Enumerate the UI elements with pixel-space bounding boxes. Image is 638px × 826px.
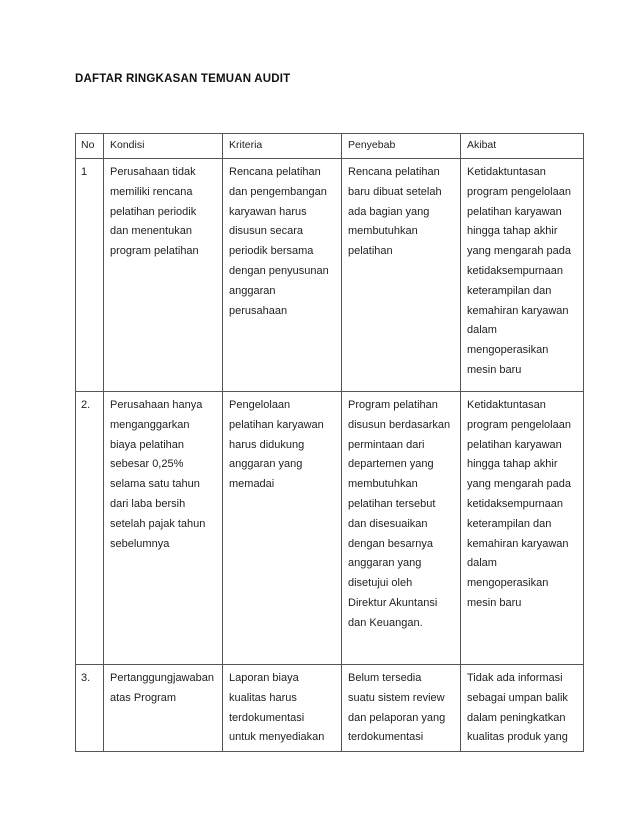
cell-text-line: harus didukung bbox=[229, 438, 305, 451]
cell-no: 3. bbox=[76, 665, 104, 752]
cell-text-line: pelatihan periodik bbox=[110, 205, 197, 218]
cell-text-line: sebelumnya bbox=[110, 537, 170, 550]
header-akibat: Akibat bbox=[461, 134, 584, 159]
cell-text-line: Perusahaan tidak bbox=[110, 166, 196, 178]
cell-text-line: program pengelolaan bbox=[467, 418, 571, 431]
cell-text-line: program pengelolaan bbox=[467, 185, 571, 198]
cell-text-line: ada bagian yang bbox=[348, 205, 430, 218]
cell-text-line: yang mengarah pada bbox=[467, 245, 571, 258]
cell-text-line: disusun berdasarkan bbox=[348, 418, 451, 431]
cell-text-line: kualitas produk yang bbox=[467, 731, 568, 744]
cell-text-line: kualitas harus bbox=[229, 691, 297, 704]
cell-text-line: memadai bbox=[229, 478, 275, 491]
cell-text-line: Pengelolaan bbox=[229, 399, 291, 411]
cell-text-line: suatu sistem review bbox=[348, 691, 445, 704]
cell-text-line: Laporan biaya bbox=[229, 672, 299, 684]
cell-text-line: keterampilan dan bbox=[467, 517, 552, 530]
cell-text-line: mengoperasikan bbox=[467, 577, 549, 590]
header-no: No bbox=[76, 134, 104, 159]
header-penyebab: Penyebab bbox=[342, 134, 461, 159]
audit-findings-table bbox=[75, 133, 584, 752]
cell-text-line: baru dibuat setelah bbox=[348, 185, 442, 198]
cell-text-line: selama satu tahun bbox=[110, 478, 200, 491]
cell-no: 1 bbox=[76, 159, 104, 392]
cell-text-line: dan pengembangan bbox=[229, 185, 327, 198]
cell-text-line: kemahiran karyawan bbox=[467, 537, 569, 550]
cell-text-line: pelatihan bbox=[348, 245, 393, 258]
cell-text-line: atas Program bbox=[110, 691, 177, 704]
cell-text-line: anggaran yang bbox=[348, 557, 422, 570]
header-kriteria: Kriteria bbox=[223, 134, 342, 159]
cell-text-line: pelatihan karyawan bbox=[229, 418, 324, 431]
cell-text-line: Ketidaktuntasan bbox=[467, 166, 546, 178]
cell-text-line: dari laba bersih bbox=[110, 497, 186, 510]
cell-text-line: anggaran bbox=[229, 284, 276, 297]
table-row bbox=[76, 392, 584, 665]
cell-text-line: dan pelaporan yang bbox=[348, 711, 446, 724]
cell-text-line: hingga tahap akhir bbox=[467, 225, 558, 238]
cell-kondisi bbox=[104, 665, 223, 752]
cell-text-line: perusahaan bbox=[229, 304, 288, 317]
cell-text-line: dalam peningkatkan bbox=[467, 711, 566, 724]
cell-text-line: pelatihan karyawan bbox=[467, 205, 562, 218]
cell-text-line: terdokumentasi bbox=[348, 731, 424, 744]
cell-text-line: anggaran yang bbox=[229, 458, 303, 471]
cell-text-line: Program pelatihan bbox=[348, 399, 438, 411]
cell-text-line: sebagai umpan balik bbox=[467, 691, 568, 704]
header-kondisi: Kondisi bbox=[104, 134, 223, 159]
cell-text-line: setelah pajak tahun bbox=[110, 517, 206, 530]
cell-kondisi bbox=[104, 392, 223, 665]
cell-text-line: terdokumentasi bbox=[229, 711, 305, 724]
cell-text-line: pelatihan karyawan bbox=[467, 438, 562, 451]
cell-text-line: Rencana pelatihan bbox=[348, 166, 440, 178]
cell-text-line: disusun secara bbox=[229, 225, 303, 238]
cell-text-line: Ketidaktuntasan bbox=[467, 399, 546, 411]
cell-text-line: permintaan dari bbox=[348, 438, 425, 451]
cell-text-line: karyawan harus bbox=[229, 205, 307, 218]
cell-text-line: Rencana pelatihan bbox=[229, 166, 321, 178]
cell-akibat bbox=[461, 665, 584, 752]
cell-text-line: biaya pelatihan bbox=[110, 438, 185, 451]
cell-text-line: membutuhkan bbox=[348, 225, 418, 238]
table-row bbox=[76, 159, 584, 392]
cell-text-line: keterampilan dan bbox=[467, 284, 552, 297]
cell-text-line: mengoperasikan bbox=[467, 344, 549, 357]
cell-penyebab bbox=[342, 392, 461, 665]
cell-text-line: mesin baru bbox=[467, 363, 522, 376]
table-header-row bbox=[76, 134, 584, 159]
cell-text-line: Pertanggungjawaban bbox=[110, 672, 214, 684]
cell-text-line: untuk menyediakan bbox=[229, 731, 325, 744]
cell-text-line: yang mengarah pada bbox=[467, 478, 571, 491]
cell-akibat bbox=[461, 159, 584, 392]
cell-text-line: departemen yang bbox=[348, 458, 434, 471]
cell-text-line: disetujui oleh bbox=[348, 577, 413, 590]
cell-kriteria bbox=[223, 665, 342, 752]
cell-akibat bbox=[461, 392, 584, 665]
cell-text-line: ketidaksempurnaan bbox=[467, 264, 564, 277]
cell-text-line: periodik bersama bbox=[229, 245, 314, 258]
cell-text-line: membutuhkan bbox=[348, 478, 418, 491]
cell-text-line: Tidak ada informasi bbox=[467, 672, 563, 684]
document-title: DAFTAR RINGKASAN TEMUAN AUDIT bbox=[75, 73, 291, 85]
cell-text-line: dalam bbox=[467, 324, 497, 337]
cell-text-line: sebesar 0,25% bbox=[110, 458, 184, 471]
cell-text-line: Perusahaan hanya bbox=[110, 399, 203, 411]
cell-no: 2. bbox=[76, 392, 104, 665]
cell-text-line: pelatihan tersebut bbox=[348, 497, 436, 510]
cell-text-line: dan Keuangan. bbox=[348, 616, 423, 629]
cell-text-line: Belum tersedia bbox=[348, 672, 422, 684]
cell-text-line: Direktur Akuntansi bbox=[348, 596, 438, 609]
cell-penyebab bbox=[342, 665, 461, 752]
cell-text-line: dan menentukan bbox=[110, 225, 192, 238]
cell-text-line: dan disesuaikan bbox=[348, 517, 428, 530]
cell-text-line: ketidaksempurnaan bbox=[467, 497, 564, 510]
cell-text-line: dengan penyusunan bbox=[229, 264, 329, 277]
cell-text-line: memiliki rencana bbox=[110, 185, 193, 198]
cell-penyebab bbox=[342, 159, 461, 392]
cell-kriteria bbox=[223, 159, 342, 392]
cell-text-line: program pelatihan bbox=[110, 245, 199, 258]
cell-text-line: hingga tahap akhir bbox=[467, 458, 558, 471]
cell-text-line: mesin baru bbox=[467, 596, 522, 609]
cell-text-line: menganggarkan bbox=[110, 418, 190, 431]
cell-text-line: dengan besarnya bbox=[348, 537, 434, 550]
cell-text-line: dalam bbox=[467, 557, 497, 570]
table-row bbox=[76, 665, 584, 752]
cell-kondisi bbox=[104, 159, 223, 392]
cell-text-line: kemahiran karyawan bbox=[467, 304, 569, 317]
cell-kriteria bbox=[223, 392, 342, 665]
